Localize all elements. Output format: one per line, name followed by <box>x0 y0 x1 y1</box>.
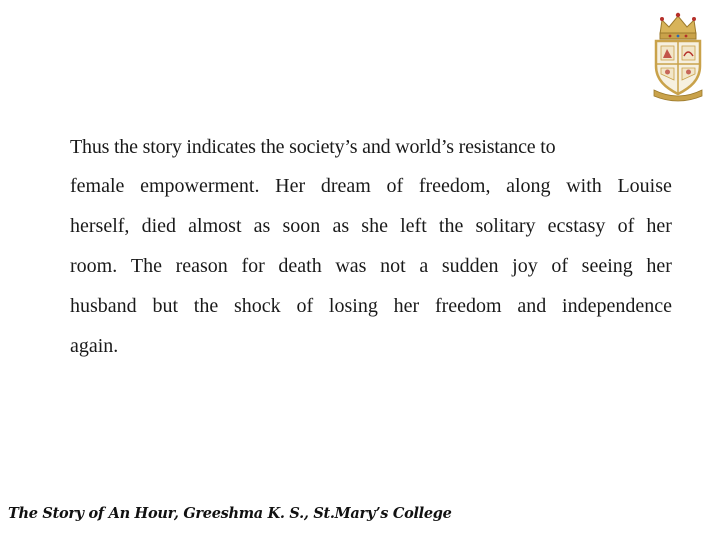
word: she <box>361 215 388 237</box>
word: death <box>278 255 322 277</box>
word: room. <box>70 255 118 277</box>
word: herself, <box>70 215 130 237</box>
word: The <box>130 255 162 277</box>
word: not <box>380 255 406 277</box>
word: freedom <box>434 295 502 317</box>
word: her <box>646 215 672 237</box>
last-line: again. <box>70 335 119 357</box>
word: was <box>335 255 367 277</box>
word: but <box>152 295 179 317</box>
word: of <box>296 295 314 317</box>
word: independence <box>562 295 672 317</box>
word: losing <box>328 295 378 317</box>
paragraph-line <box>70 246 672 286</box>
slide-body <box>70 128 672 366</box>
word: left <box>400 215 427 237</box>
word: ecstasy <box>547 215 606 237</box>
college-crest-icon <box>648 8 708 104</box>
word: with <box>566 175 602 197</box>
word: solitary <box>475 215 536 237</box>
shield-icon <box>656 41 700 94</box>
word: as <box>332 215 350 237</box>
word: the <box>438 215 464 237</box>
word: freedom, <box>418 175 491 197</box>
word: for <box>241 255 265 277</box>
word: seeing <box>581 255 633 277</box>
justified-paragraph <box>70 166 672 326</box>
word: the <box>193 295 219 317</box>
word: joy <box>512 255 538 277</box>
first-line: Thus the story indicates the society’s and world’s resistance to <box>70 136 556 158</box>
paragraph-line <box>70 286 672 326</box>
word: Louise <box>617 175 672 197</box>
word: her <box>393 295 420 317</box>
word: dream <box>320 175 371 197</box>
word: of <box>551 255 569 277</box>
word: and <box>517 295 547 317</box>
word: sudden <box>441 255 499 277</box>
word: of <box>386 175 404 197</box>
word: shock <box>234 295 281 317</box>
word: empowerment. <box>140 175 260 197</box>
footer-citation: The Story of An Hour, Greeshma K. S., St.Mary’s College <box>8 505 452 522</box>
word: died <box>141 215 177 237</box>
word: along <box>506 175 551 197</box>
word: reason <box>175 255 228 277</box>
word: almost <box>188 215 242 237</box>
word: Her <box>275 175 306 197</box>
word: her <box>646 255 672 277</box>
word: as <box>253 215 271 237</box>
word: a <box>419 255 429 277</box>
word: female <box>70 175 125 197</box>
crown-icon <box>660 13 696 39</box>
word: soon <box>282 215 321 237</box>
paragraph-line <box>70 166 672 206</box>
word: of <box>617 215 635 237</box>
paragraph-line <box>70 206 672 246</box>
word: husband <box>70 295 137 317</box>
